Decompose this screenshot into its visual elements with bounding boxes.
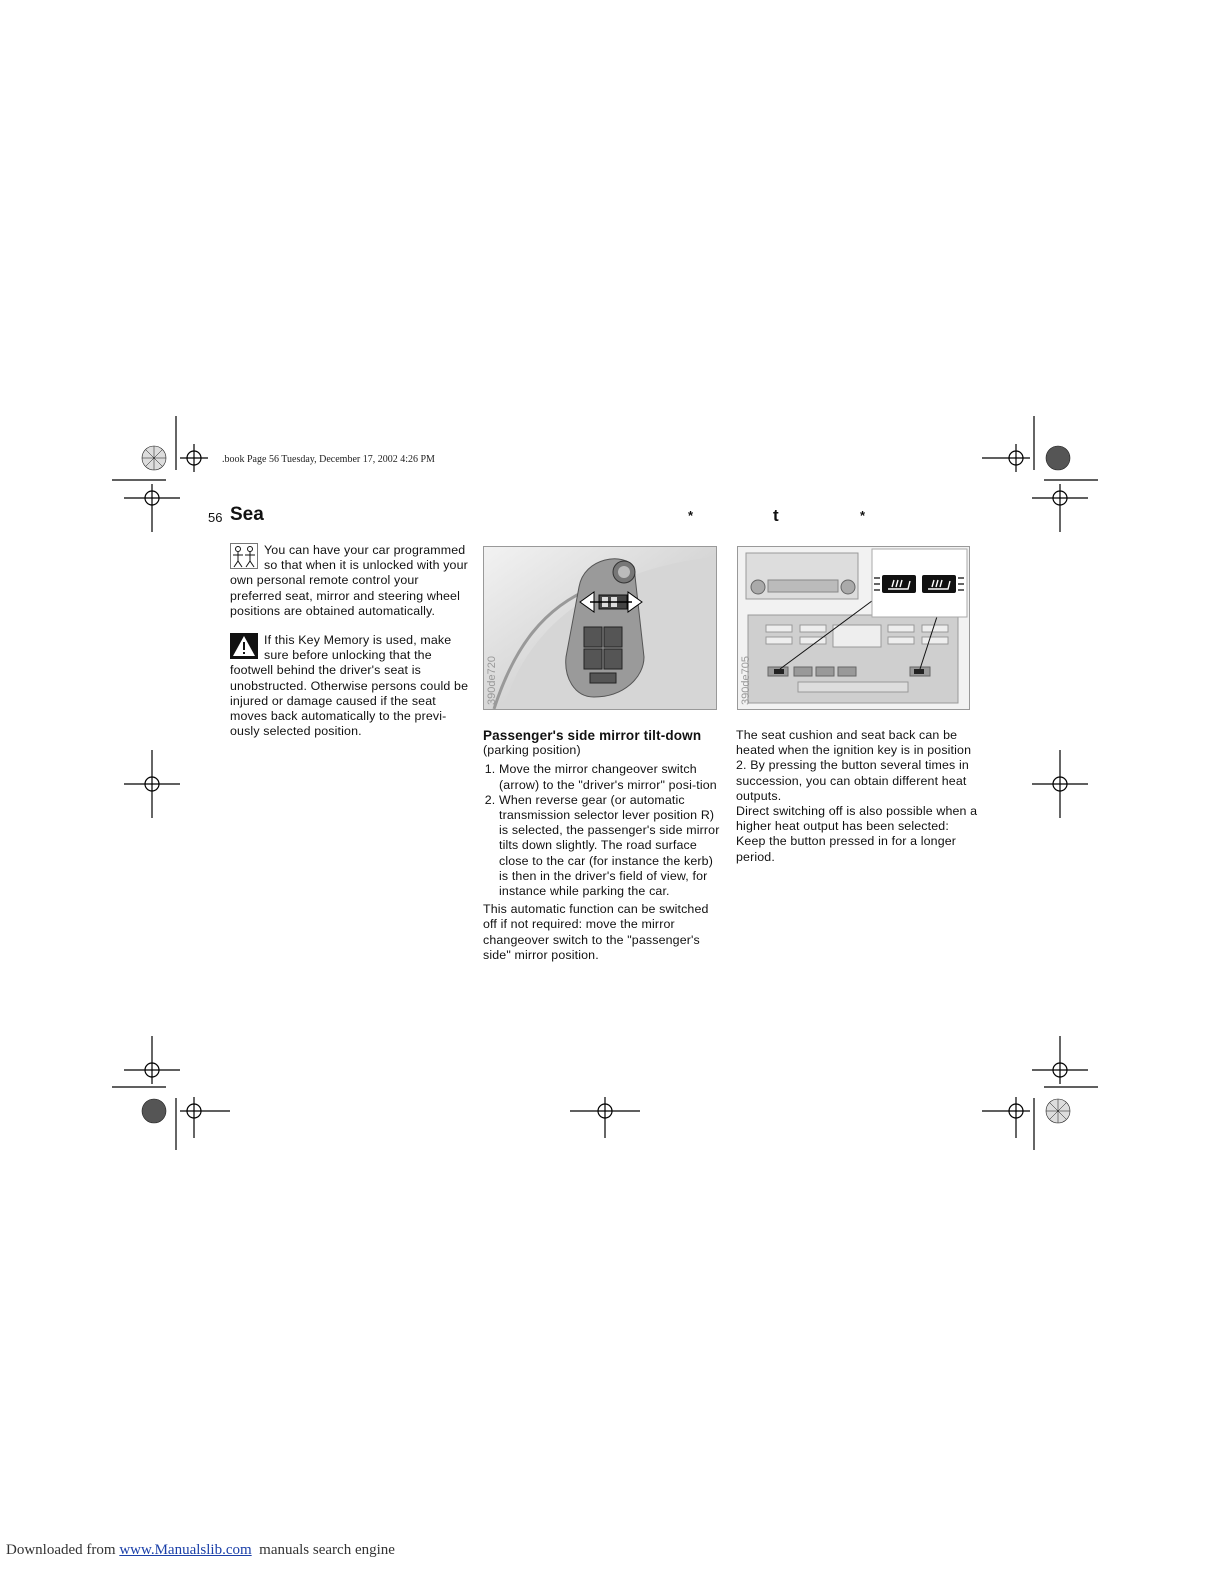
seat-heating-text-2: Direct switching off is also possible when a higher heat output has been selected: xyxy=(736,804,978,834)
column-3 xyxy=(736,728,980,865)
step-2: 2. When reverse gear (or automatic transmission selector lever position R) is selected, the passenger's side mirror tilts down slightly. The road surface close to the car (for instance the kerb) is then in the driver's field of view, for instance while parking the car. xyxy=(499,793,725,899)
warning-icon xyxy=(230,633,258,659)
print-header: .book Page 56 Tuesday, December 17, 2002 4:26 PM xyxy=(222,454,435,465)
warning-text: If this Key Memory is used, make sure before unlocking that the footwell behind the driver's seat is unobstructed. Otherwise persons could be injured or damage caused if the seat moves back automatically to the previ-ously selected position. xyxy=(230,633,469,739)
seat-heating-text-3: Keep the button pressed in for a longer period. xyxy=(736,834,957,864)
download-footer xyxy=(6,1542,395,1559)
mirror-tilt-steps xyxy=(483,762,725,899)
footer-suffix: manuals search engine xyxy=(251,1542,395,1558)
seat-heating-text-1: The seat cushion and seat back can be heated when the ignition key is in position 2. By pressing the button several times in succession, you can obtain different heat outputs. xyxy=(736,728,972,803)
mirror-tilt-subheading: (parking position) xyxy=(483,743,581,758)
persons-icon xyxy=(230,543,258,569)
title-fragment-3: * xyxy=(860,508,866,523)
mirror-tilt-heading: Passenger's side mirror tilt-down xyxy=(483,728,702,743)
page-number: 56 xyxy=(208,510,223,525)
warning-note xyxy=(230,633,472,739)
figure-2-code: 390de705 xyxy=(740,656,752,705)
footer-prefix: Downloaded from xyxy=(6,1542,120,1558)
mirror-tilt-switch-off: This automatic function can be switched off if not required: move the mirror changeover switch to the "passenger's side" mirror position. xyxy=(483,902,709,962)
key-memory-text: You can have your car programmed so that when it is unlocked with your own personal remote control your preferred seat, mirror and steering wheel positions are obtained automatically. xyxy=(230,543,468,618)
column-2 xyxy=(483,728,725,963)
mirror-switch-figure xyxy=(483,546,717,710)
key-memory-note xyxy=(230,543,472,619)
manualslib-link[interactable]: www.Manualslib.com xyxy=(119,1542,252,1558)
seat-heating-figure xyxy=(737,546,970,710)
column-1 xyxy=(230,543,472,753)
title-fragment-2: t xyxy=(773,506,779,525)
title-fragment-1: * xyxy=(688,508,694,523)
figure-1-code: 390de720 xyxy=(486,656,498,705)
section-title: Sea xyxy=(230,504,264,525)
climate-panel-illustration xyxy=(738,547,969,709)
mirror-switch-illustration xyxy=(484,547,716,709)
step-1: 1. Move the mirror changeover switch (arrow) to the "driver's mirror" posi-tion xyxy=(499,762,725,792)
